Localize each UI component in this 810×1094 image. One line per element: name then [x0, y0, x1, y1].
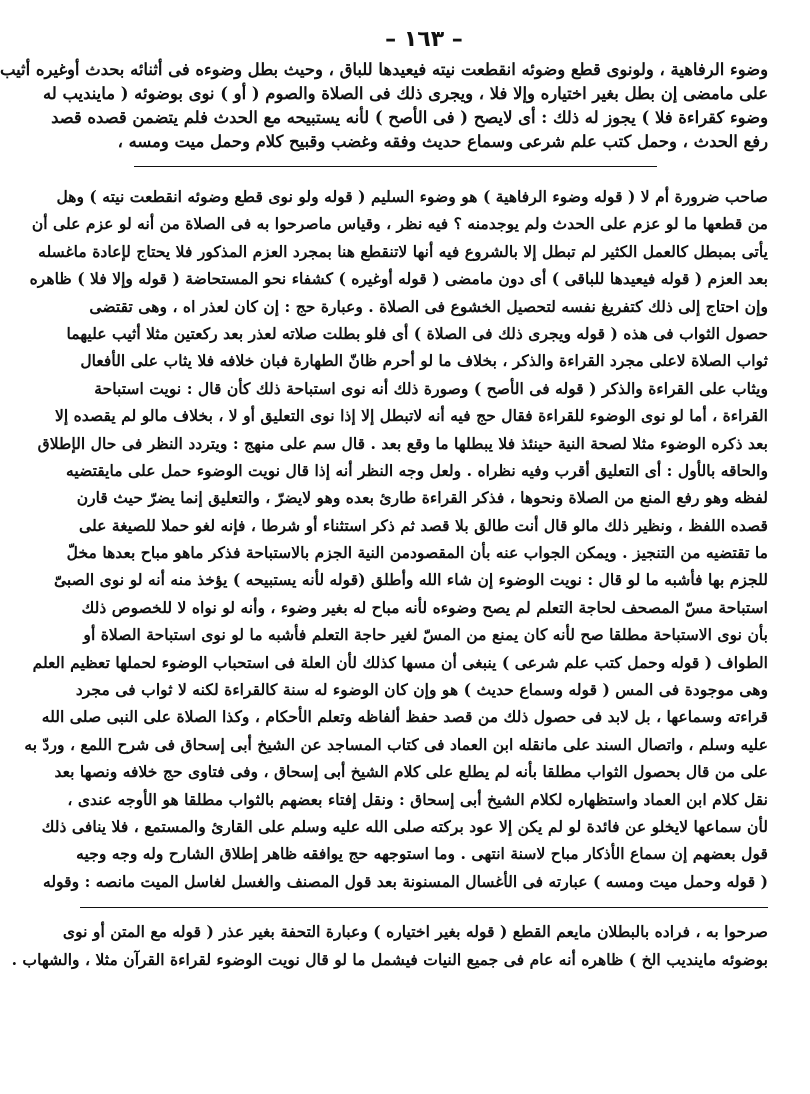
commentary-line: حصول الثواب فى هذه ( قوله ويجرى ذلك فى الصلاة ) أى فلو بطلت صلاته لعذر بعد ركعتين مثلا أثيب عليهما — [66, 323, 768, 343]
commentary-line: صاحب ضرورة أم لا ( قوله وضوء الرفاهية ) هو وضوء السليم ( قوله ولو نوى قطع وضوئه انقطعت نيته ) وهل — [56, 187, 768, 206]
commentary-line: بأن نوى الاستباحة مطلقا صح لأنه كان يمنع من المسّ لغير حاجة التعلم فأشبه ما لو نوى استباحة الصلاة أو — [83, 625, 768, 645]
commentary-line: الطواف ( قوله وحمل كتب علم شرعى ) ينبغى أن مسها كذلك لأن العلة فى استحباب الوضوء لحملها تعظيم العلم — [32, 652, 768, 672]
commentary-line: على من قال بحصول الثواب مطلقا بأنه لم يطلع على كلام الشيخ أبى إسحاق ، وفى فتاوى حج خلافه ونصها بعد — [54, 762, 768, 782]
main-line: على مامضى إن بطل بغير اختياره وإلا فلا ، ويجرى ذلك فى الصلاة والصوم ( أو ) نوى بوضوئه ( ماينديب له — [42, 84, 768, 103]
main-separator-rule — [134, 166, 657, 167]
commentary-line: بعد العزم ( قوله فيعيدها للباقى ) أى دون مامضى ( قوله أوغيره ) كشفاء نحو المستحاضة ( قوله وإلا فلا ) ظاهره — [29, 269, 768, 289]
commentary-line: نقل كلام ابن العماد واستظهاره لكلام الشيخ أبى إسحاق : ونقل إفتاء بعضهم بالثواب مطلقا هو الأوجه عندى ، — [67, 789, 768, 809]
footnote-line: بوضوئه ماينديب الخ ) ظاهره أنه عام فى جميع النيات فيشمل ما لو قال نويت الوضوء لقراءة القرآن مثلا ، والشهاب . — [11, 949, 768, 969]
commentary-line: لأن سماعها لايخلو عن فائدة لو لم يكن إلا عود بركته صلى الله عليه وسلم على القارئ والمستمع ، فلا ينافى ذلك — [41, 816, 768, 836]
commentary-line: قول بعضهم إن سماع الأذكار مباح لاسنة انتهى . وما استوجهه حج يوافقه ظاهر إطلاق الشارح وله وجه وجيه — [76, 844, 768, 864]
commentary-line: وإن احتاج إلى ذلك كتفريغ نفسه لتحصيل الخشوع فى الصلاة . وعبارة حج : إن كان لعذر اه ، وهى تقتضى — [89, 296, 768, 316]
commentary-line: قصده اللفظ ، ونظير ذلك مالو قال أنت طالق بلا قصد ثم ذكر استثناء أو شرطا ، فإنه لغو حملا للصيغة على — [79, 515, 768, 535]
commentary-line: بعد ذكره الوضوء مثلا لصحة النية حينئذ فلا يبطلها ما وقع بعد . قال سم على منهج : ويتردد النظر فى حال الإطلاق — [37, 433, 768, 453]
commentary-line: ويثاب على القراءة والذكر ( قوله فى الأصح ) وصورة ذلك أنه نوى استباحة ذلك كأن قال : نويت استباحة — [94, 378, 768, 398]
main-text — [0, 58, 768, 154]
commentary-line: ( قوله وحمل ميت ومسه ) عبارته فى الأغسال المسنونة بعد قول المصنف والغسل لغاسل الميت مانصه : وقوله — [43, 871, 768, 891]
commentary-line: للجزم بها فأشبه ما لو قال : نويت الوضوء إن شاء الله وأطلق (قوله لأنه يستبيحه ) يؤخذ منه أنه لو نوى الصبىّ — [53, 570, 768, 590]
commentary-line: استباحة مسّ المصحف لحاجة التعلم لم يصح وضوءه لأنه مباح له بغير وضوء ، وأنه لو نواه لا للخصوص ذلك — [81, 597, 768, 617]
page-number: – ١٦٣ – — [385, 27, 463, 52]
commentary-line: ثواب الصلاة لاعلى مجرد القراءة والذكر ، بخلاف ما لو أحرم ظانّ الطهارة فبان خلافه فلا يثاب على الأفعال — [80, 351, 768, 371]
commentary-line: القراءة ، أما لو نوى الوضوء للقراءة فقال حج فيه أنه لاتبطل إلا إذا نوى التعليق أو لا ، بخلاف مالو لم يقصده إلا — [54, 406, 768, 426]
commentary-line: والحاقه بالأول : أى التعليق أقرب وفيه نظراه . ولعل وجه النظر أنه إذا قال نويت الوضوء حمل على مايقتضيه — [66, 460, 768, 480]
commentary-text — [24, 183, 768, 895]
commentary-line: ما تقتضيه من التنجيز . ويمكن الجواب عنه بأن المقصودمن النية الجزم بالاستباحة فذكر ماهو مباح بعدها مخلّ — [66, 543, 768, 563]
main-line: وضوء كقراءة فلا ) يجوز له ذلك : أى لايصح ( فى الأصح ) لأنه يستبيحه مع الحدث فلم يتضمن قصده قصد — [51, 108, 768, 127]
commentary-line: من قطعها ما لو عزم على الحدث ولم يوجدمنه ؟ فيه نظر ، وقياس ماصرحوا به فى الصلاة من أنه لو عزم على أن — [31, 214, 768, 234]
commentary-line: يأتى بمبطل كالعمل الكثير لم تبطل إلا بالشروع فيه أنها لاتنقطع هنا بمجرد العزم المذكور فلا يحتاج لإعادة ماغسله — [38, 241, 768, 261]
footnote-text — [11, 918, 768, 973]
main-line: رفع الحدث ، وحمل كتب علم شرعى وسماع حديث وفقه وغضب وقبيح كلام وحمل ميت ومسه ، — [117, 132, 768, 151]
commentary-line: لفظه وهو رفع المنع من الصلاة ونحوها ، فذكر القراءة طارئ بعده وهو لايضرّ ، والتعليق إنما يضرّ حيث قارن — [76, 488, 768, 508]
commentary-line: قراءته وسماعها ، بل لابد فى حصول ذلك من قصد حفظ ألفاظه وتعلم الأحكام ، وكذا الصلاة على النبى صلى الله — [41, 707, 768, 727]
footnote-separator-rule — [80, 907, 768, 908]
commentary-line: عليه وسلم ، واتصال السند على مانقله ابن العماد فى كتاب المساجد عن الشيخ أبى إسحاق فى شرح اللمع ، وردّ به — [24, 734, 768, 754]
footnote-line: صرحوا به ، فراده بالبطلان مايعم القطع ( قوله بغير اختياره ) وعبارة التحفة بغير عذر ( قوله مع المتن أو نوى — [62, 922, 768, 942]
commentary-line: وهى موجودة فى المس ( قوله وسماع حديث ) هو وإن كان الوضوء له سنة كالقراءة لكنه لا ثواب فى مجرد — [75, 680, 768, 700]
main-line: وضوء الرفاهية ، ولونوى قطع وضوئه انقطعت نيته فيعيدها للباق ، وحيث بطل وضوءه فى أثنائه بحدث أوغيره أثيب — [0, 60, 768, 79]
